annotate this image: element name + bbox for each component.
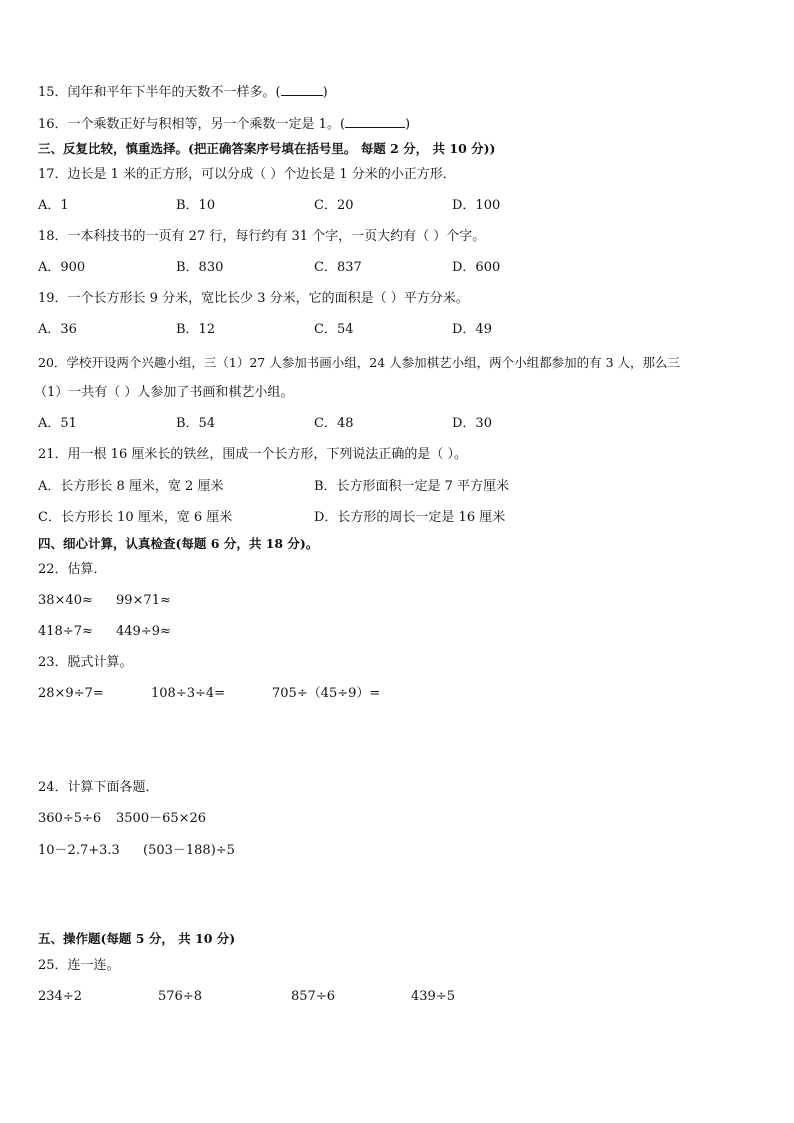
option-a[interactable]: A．36: [38, 322, 77, 337]
answer-blank[interactable]: [345, 114, 405, 128]
option-c[interactable]: C．48: [314, 416, 354, 431]
section-heading-4: 四、细心计算，认真检查(每题 6 分，共 18 分)。: [38, 536, 319, 551]
option-b[interactable]: B．10: [176, 198, 216, 213]
question-25-text: 25．连一连。: [38, 958, 120, 973]
calc-item: (503－188)÷5: [143, 843, 235, 858]
option-a[interactable]: A．900: [38, 260, 86, 275]
match-item[interactable]: 857÷6: [291, 989, 335, 1004]
question-15-text: 15．闰年和平年下半年的天数不一样多。(: [38, 85, 281, 100]
option-b[interactable]: B．长方形面积一定是 7 平方厘米: [314, 479, 510, 494]
option-c[interactable]: C．长方形长 10 厘米，宽 6 厘米: [38, 510, 233, 525]
match-item[interactable]: 234÷2: [38, 989, 82, 1004]
answer-blank[interactable]: [281, 82, 323, 96]
section-heading-3: 三、反复比较，慎重选择。(把正确答案序号填在括号里。 每题 2 分， 共 10 分)): [38, 141, 496, 156]
option-d[interactable]: D．100: [452, 198, 501, 213]
question-24-text: 24．计算下面各题．: [38, 780, 159, 795]
question-20-line-1: 20．学校开设两个兴趣小组，三（1）27 人参加书画小组，24 人参加棋艺小组，两个小组都参加的有 3 人，那么三: [38, 355, 681, 370]
option-b[interactable]: B．830: [176, 260, 224, 275]
match-item[interactable]: 576÷8: [158, 989, 202, 1004]
option-a[interactable]: A．长方形长 8 厘米，宽 2 厘米: [38, 479, 224, 494]
question-16-text: 16．一个乘数正好与积相等，另一个乘数一定是 1。(: [38, 117, 346, 132]
option-b[interactable]: B．12: [176, 322, 216, 337]
question-17-text: 17．边长是 1 米的正方形，可以分成（ ）个边长是 1 分米的小正方形．: [38, 167, 456, 182]
question-15: 15．闰年和平年下半年的天数不一样多。( ): [38, 82, 328, 102]
question-21-text: 21．用一根 16 厘米长的铁丝，围成一个长方形，下列说法正确的是（ ）。: [38, 447, 467, 462]
option-d[interactable]: D．长方形的周长一定是 16 厘米: [314, 510, 506, 525]
option-c[interactable]: C．837: [314, 260, 362, 275]
option-d[interactable]: D．30: [452, 416, 492, 431]
option-c[interactable]: C．20: [314, 198, 354, 213]
calc-item: 360÷5÷6: [38, 811, 102, 826]
option-b[interactable]: B．54: [176, 416, 216, 431]
estimate-item: 99×71≈: [116, 593, 171, 608]
option-a[interactable]: A．1: [38, 198, 69, 213]
question-19-text: 19．一个长方形长 9 分米，宽比长少 3 分米，它的面积是（ ）平方分米。: [38, 291, 469, 306]
calc-item: 705÷（45÷9）=: [272, 686, 381, 701]
calc-item: 108÷3÷4=: [151, 686, 226, 701]
question-16: 16．一个乘数正好与积相等，另一个乘数一定是 1。( ): [38, 114, 410, 134]
calc-item: 3500－65×26: [116, 811, 207, 826]
option-a[interactable]: A．51: [38, 416, 77, 431]
option-d[interactable]: D．600: [452, 260, 501, 275]
estimate-item: 418÷7≈: [38, 624, 93, 639]
estimate-item: 38×40≈: [38, 593, 93, 608]
question-23-text: 23．脱式计算。: [38, 655, 133, 670]
option-d[interactable]: D．49: [452, 322, 492, 337]
question-20-line-2: （1）一共有（ ）人参加了书画和棋艺小组。: [34, 385, 294, 400]
calc-item: 28×9÷7=: [38, 686, 104, 701]
estimate-item: 449÷9≈: [116, 624, 171, 639]
question-18-text: 18．一本科技书的一页有 27 行，每行约有 31 个字，一页大约有（ ）个字。: [38, 229, 486, 244]
calc-item: 10－2.7+3.3: [38, 843, 120, 858]
section-heading-5: 五、操作题(每题 5 分， 共 10 分): [38, 931, 236, 946]
question-22-text: 22．估算．: [38, 562, 107, 577]
match-item[interactable]: 439÷5: [411, 989, 455, 1004]
option-c[interactable]: C．54: [314, 322, 354, 337]
